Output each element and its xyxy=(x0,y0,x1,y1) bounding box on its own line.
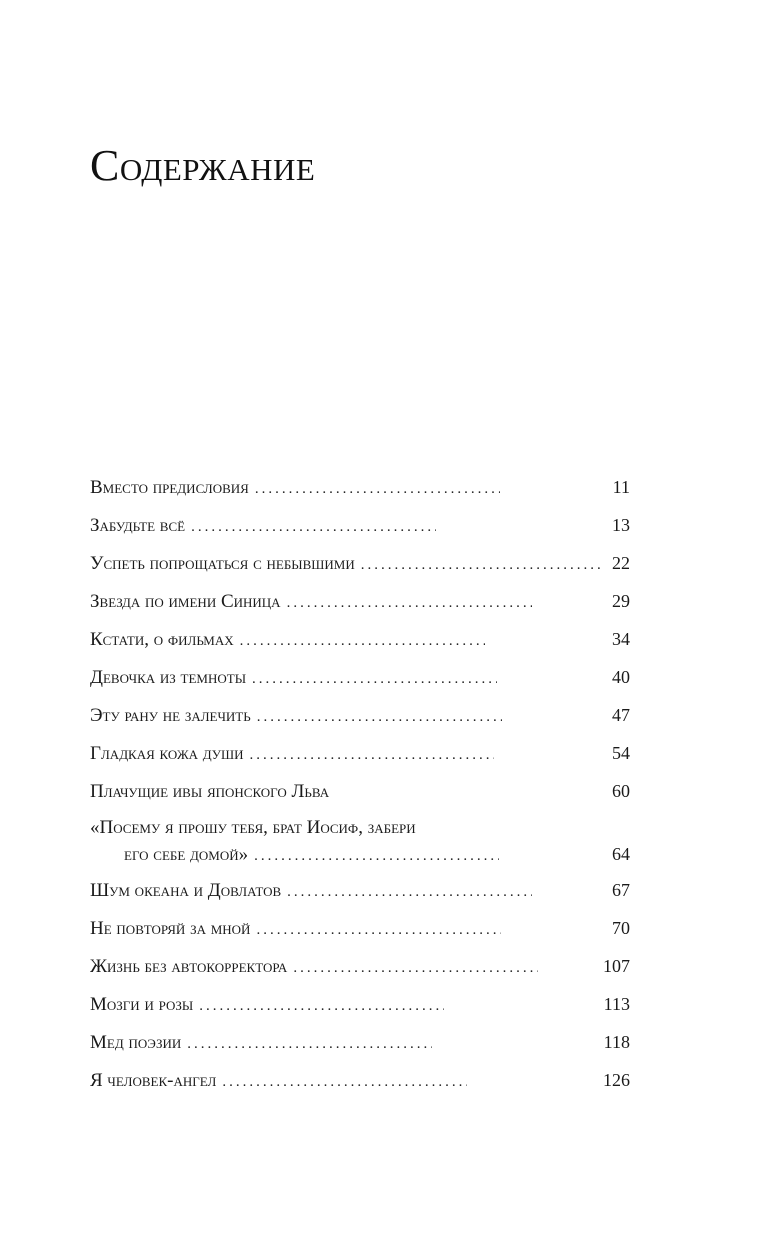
toc-entry-title: Вместо предисловия xyxy=(90,477,249,498)
toc-entry[interactable] xyxy=(90,778,630,805)
dot-leader xyxy=(293,955,538,981)
toc-page-number: 13 xyxy=(612,515,630,535)
toc-page-number: 22 xyxy=(612,553,630,573)
toc-entry[interactable] xyxy=(90,877,630,905)
toc-page-number: 67 xyxy=(612,880,630,900)
toc-entry-title: Эту рану не залечить xyxy=(90,705,251,726)
dot-leader xyxy=(287,879,532,905)
page-title: Содержание xyxy=(90,141,316,190)
toc-entry[interactable] xyxy=(90,915,630,943)
toc-page-number: 47 xyxy=(612,705,630,725)
toc-entry[interactable] xyxy=(90,815,630,869)
toc-entry[interactable] xyxy=(90,588,630,616)
toc-page-number: 40 xyxy=(612,667,630,687)
toc-entry-title: Гладкая кожа души xyxy=(90,743,244,764)
dot-leader xyxy=(361,552,604,578)
toc-page-number: 107 xyxy=(603,956,630,976)
toc-page-number: 11 xyxy=(612,477,630,497)
toc-entry-title: Мозги и розы xyxy=(90,994,194,1015)
toc-entry-title: Кстати, о фильмах xyxy=(90,629,234,650)
toc-entry-title: Я человек-ангел xyxy=(90,1070,217,1091)
toc-entry[interactable] xyxy=(90,702,630,730)
dot-leader xyxy=(252,666,497,692)
dot-leader xyxy=(187,1031,432,1057)
toc-entry[interactable] xyxy=(90,991,630,1019)
dot-leader xyxy=(255,476,500,502)
toc-page-number: 34 xyxy=(612,629,630,649)
toc-entry[interactable] xyxy=(90,550,630,578)
toc-entry[interactable] xyxy=(90,1067,630,1095)
toc-page-number: 126 xyxy=(603,1070,630,1090)
toc-entry-title-line2: его себе домой» xyxy=(124,844,249,865)
toc-page-number: 60 xyxy=(612,781,630,801)
toc-entry[interactable] xyxy=(90,474,630,502)
toc-entry-title: Успеть попрощаться с небывшими xyxy=(90,553,355,574)
dot-leader xyxy=(199,993,444,1019)
dot-leader xyxy=(287,590,532,616)
toc-page-number: 54 xyxy=(612,743,630,763)
toc-page-number: 70 xyxy=(612,918,630,938)
toc-entry[interactable] xyxy=(90,1029,630,1057)
dot-leader xyxy=(240,628,485,654)
toc-entry-title: Забудьте всё xyxy=(90,515,186,536)
dot-leader xyxy=(254,843,499,869)
toc-entry-title: Жизнь без автокорректора xyxy=(90,956,288,977)
toc-entry-title: Плачущие ивы японского Льва xyxy=(90,781,330,802)
toc-page-number: 113 xyxy=(603,994,630,1014)
dot-leader xyxy=(257,704,502,730)
dot-leader xyxy=(191,514,436,540)
toc-entry[interactable] xyxy=(90,626,630,654)
toc-entry-title: Мед поэзии xyxy=(90,1032,182,1053)
toc-entry[interactable] xyxy=(90,512,630,540)
toc-entry-title: Шум океана и Довлатов xyxy=(90,880,282,901)
toc-page-number: 64 xyxy=(612,844,630,864)
toc-entry[interactable] xyxy=(90,740,630,768)
toc-entry-title-line1: «Посему я прошу тебя, брат Иосиф, забери xyxy=(90,817,416,838)
toc-page-number: 29 xyxy=(612,591,630,611)
toc-entry[interactable] xyxy=(90,664,630,692)
toc-entry-title: Не повторяй за мной xyxy=(90,918,251,939)
toc-entry-title: Звезда по имени Синица xyxy=(90,591,281,612)
toc-page-number: 118 xyxy=(603,1032,630,1052)
table-of-contents xyxy=(90,474,630,1105)
toc-entry-title: Девочка из темноты xyxy=(90,667,247,688)
dot-leader xyxy=(222,1069,467,1095)
toc-entry[interactable] xyxy=(90,953,630,981)
dot-leader xyxy=(249,742,494,768)
dot-leader xyxy=(256,917,501,943)
